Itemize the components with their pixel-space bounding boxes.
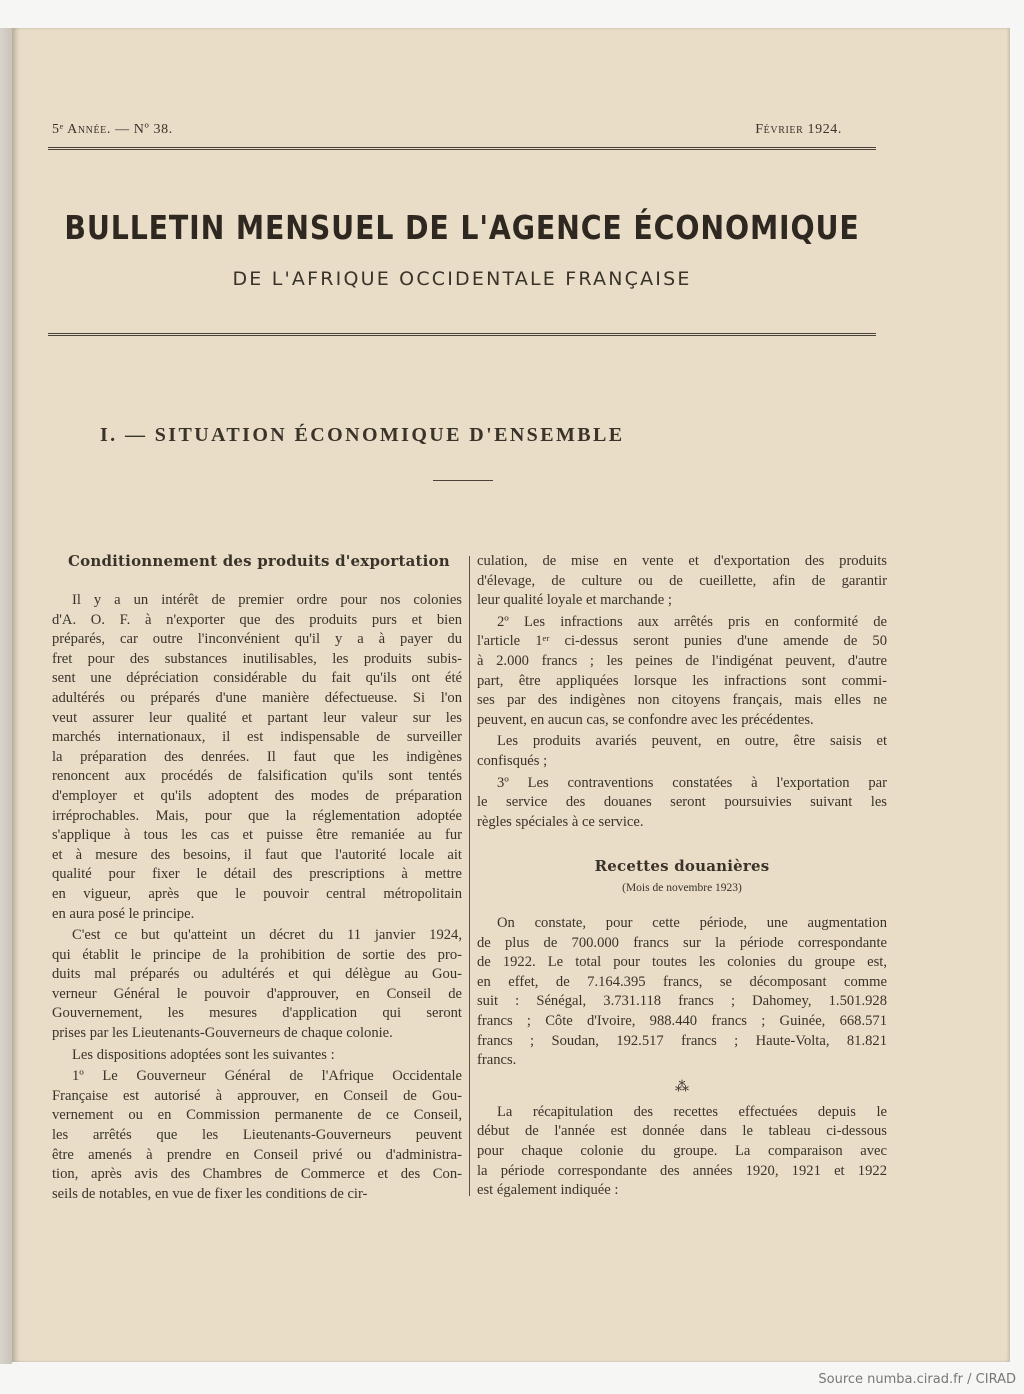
- issue-number: 5ᵉ Année. — Nº 38.: [52, 122, 173, 137]
- text-line: veut assurer leur qualité et partant leur valeur sur les: [52, 709, 462, 726]
- text-line: part, être appliquées lorsque les infractions sont commi-: [477, 672, 887, 689]
- text-line: l'article 1ᵉʳ ci-dessus seront punies d'une amende de 50: [477, 633, 887, 650]
- left-heading: Conditionnement des produits d'exportation: [68, 552, 450, 570]
- text-line: de 1922. Le total pour toutes les colonies du groupe est,: [477, 954, 887, 971]
- text-line: d'élevage, de culture ou de cueillette, afin de garantir: [477, 572, 887, 589]
- text-line: règles spéciales à ce service.: [477, 813, 644, 830]
- right-column-bottom: [477, 914, 887, 1201]
- text-line: renoncent aux procédés de falsification qu'ils sont tentés: [52, 768, 462, 785]
- text-line: adultérés ou préparés d'une manière défectueuse. Si l'on: [52, 689, 462, 706]
- text-line: en vigueur, après que le pouvoir central métropolitain: [52, 885, 462, 902]
- text-line: vernement ou en Commission permanente de ce Conseil,: [52, 1107, 462, 1124]
- text-line: d'employer et qu'ils adoptent des modes de préparation: [52, 787, 462, 804]
- right-heading: Recettes douanières: [594, 857, 770, 875]
- text-line: Les produits avariés peuvent, en outre, être saisis et: [497, 733, 887, 750]
- text-line: d'A. O. F. à n'exporter que des produits purs et bien: [52, 611, 462, 628]
- text-line: en aura posé le principe.: [52, 905, 195, 922]
- text-line: Gouvernement, les mesures d'application qui seront: [52, 1005, 462, 1022]
- text-line: être amenés à prendre en Conseil privé ou d'administra-: [52, 1146, 462, 1163]
- text-line: préparés, car outre l'inconvénient qu'il y a à payer du: [52, 631, 462, 648]
- source-credit: Source numba.cirad.fr / CIRAD: [818, 1372, 1016, 1387]
- text-line: la préparation des denrées. Il faut que les indigènes: [52, 748, 462, 765]
- title-rule: [48, 333, 876, 336]
- text-line: duits mal préparés ou adultérés et qui délègue au Gou-: [52, 966, 462, 983]
- issue-date: Février 1924.: [755, 122, 842, 137]
- text-line: On constate, pour cette période, une augmentation: [497, 915, 887, 931]
- text-line: culation, de mise en vente et d'exportation des produits: [477, 553, 887, 569]
- text-line: le service des douanes seront poursuivies suivant les: [477, 794, 887, 811]
- text-line: 1º Le Gouverneur Général de l'Afrique Occidentale: [72, 1068, 462, 1085]
- paragraph: [52, 926, 462, 1044]
- text-line: francs ; Soudan, 192.517 francs ; Haute-Volta, 81.821: [477, 1032, 887, 1049]
- text-line: seils de notables, en vue de fixer les conditions de cir-: [52, 1185, 368, 1202]
- text-line: prises par les Lieutenants-Gouverneurs de chaque colonie.: [52, 1025, 393, 1042]
- text-line: pour chaque colonie du groupe. La comparaison avec: [477, 1142, 887, 1159]
- text-line: marchés internationaux, il est indispensable de surveiller: [52, 729, 462, 746]
- paragraph: [477, 552, 887, 611]
- text-line: tion, après avis des Chambres de Commerce et des Con-: [52, 1166, 462, 1183]
- text-line: francs.: [477, 1052, 517, 1069]
- paragraph: [477, 774, 887, 833]
- text-line: s'applique à tous les cas et puisse être remaniée au fur: [52, 827, 462, 844]
- text-line: confisqués ;: [477, 752, 548, 769]
- section-divider: [433, 480, 493, 481]
- header-rule: [48, 147, 876, 150]
- asterism-separator: ⁂: [675, 1079, 689, 1095]
- text-line: La récapitulation des recettes effectuées depuis le: [497, 1103, 887, 1120]
- text-line: qui établit le principe de la prohibition de sortie des pro-: [52, 946, 462, 963]
- paragraph: [52, 1046, 462, 1066]
- text-line: en effet, de 7.164.395 francs, se décomposant comme: [477, 973, 887, 990]
- text-line: fret pour des substances inutilisables, les produits subis-: [52, 650, 462, 667]
- text-line: début de l'année est donnée dans le tableau ci-dessous: [477, 1123, 887, 1140]
- text-line: Il y a un intérêt de premier ordre pour nos colonies: [72, 592, 462, 608]
- paragraph: [477, 1103, 887, 1201]
- text-line: et à mesure des besoins, il faut que l'autorité locale ait: [52, 846, 462, 863]
- text-line: suit : Sénégal, 3.731.118 francs ; Dahomey, 1.501.928: [477, 993, 887, 1010]
- right-column-top: [477, 552, 887, 832]
- right-subheading: (Mois de novembre 1923): [622, 882, 742, 894]
- text-line: peuvent, en aucun cas, se confondre avec les précédentes.: [477, 711, 814, 728]
- text-line: la période correspondante des années 1920, 1921 et 1922: [477, 1162, 887, 1179]
- text-line: verneur Général le pouvoir d'approuver, en Conseil de: [52, 985, 462, 1002]
- text-line: est également indiquée :: [477, 1182, 619, 1199]
- section-title: I. — SITUATION ÉCONOMIQUE D'ENSEMBLE: [100, 424, 625, 446]
- text-line: qualité pour fixer le détail des prescriptions à mettre: [52, 866, 462, 883]
- paragraph: [477, 732, 887, 771]
- bulletin-subtitle: DE L'AFRIQUE OCCIDENTALE FRANÇAISE: [232, 268, 692, 290]
- text-line: Les dispositions adoptées sont les suivantes :: [72, 1046, 335, 1063]
- text-line: francs ; Côte d'Ivoire, 988.440 francs ; Guinée, 668.571: [477, 1012, 887, 1029]
- text-line: C'est ce but qu'atteint un décret du 11 janvier 1924,: [72, 927, 462, 944]
- text-line: leur qualité loyale et marchande ;: [477, 592, 672, 609]
- text-line: 3º Les contraventions constatées à l'exportation par: [497, 774, 887, 791]
- text-line: Française est autorisé à approuver, en Conseil de Gou-: [52, 1087, 462, 1104]
- paragraph: [52, 591, 462, 924]
- text-line: les arrêtés que les Lieutenants-Gouverneurs peuvent: [52, 1127, 462, 1144]
- bulletin-title: BULLETIN MENSUEL DE L'AGENCE ÉCONOMIQUE: [64, 208, 860, 247]
- text-line: sent une dépréciation considérable du fait qu'ils ont été: [52, 670, 462, 687]
- paragraph: [477, 613, 887, 731]
- text-line: à 2.000 francs ; les peines de l'indigénat peuvent, d'autre: [477, 652, 887, 669]
- text-line: de plus de 700.000 francs sur la période correspondante: [477, 934, 887, 951]
- paragraph: [477, 914, 887, 1071]
- text-line: ses par des indigènes non citoyens français, mais elles ne: [477, 692, 887, 709]
- paragraph: [52, 1067, 462, 1204]
- text-line: irréprochables. Mais, pour que la réglementation adoptée: [52, 807, 462, 824]
- left-column: [52, 591, 462, 1204]
- column-divider: [469, 556, 470, 1196]
- text-line: 2º Les infractions aux arrêtés pris en conformité de: [497, 613, 887, 630]
